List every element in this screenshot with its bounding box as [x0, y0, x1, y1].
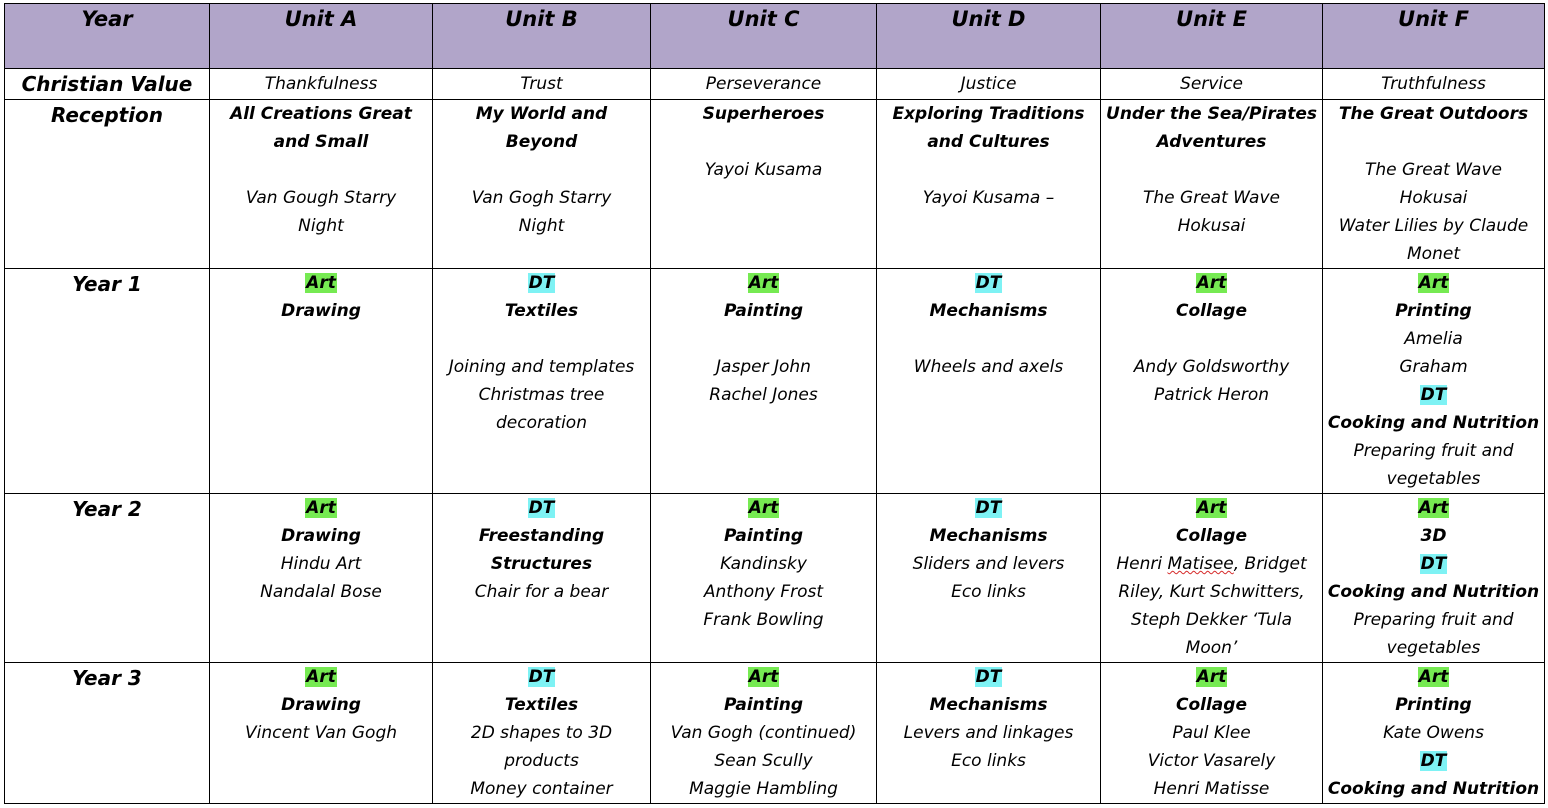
artist-text: Nandalal Bose: [260, 582, 382, 602]
year1-cell-e: [1101, 269, 1323, 494]
year3-cell-f: [1323, 663, 1545, 804]
year1-cell-a: [210, 269, 433, 494]
year2-cell-a: [210, 494, 433, 663]
header-unit-e: Unit E: [1101, 4, 1323, 69]
artist-text: Hokusai: [1399, 188, 1468, 208]
reception-cell-b: [433, 100, 651, 269]
artist-text: Van Gough Starry: [245, 188, 397, 208]
artist-text: 2D shapes to 3D: [470, 723, 613, 743]
year1-cell-b: [433, 269, 651, 494]
artist-text: Van Gogh Starry: [471, 188, 612, 208]
topic-title: Textiles: [504, 695, 579, 715]
value-cell: Perseverance: [651, 69, 877, 100]
topic-title: and Cultures: [927, 132, 1050, 152]
value-cell: Truthfulness: [1323, 69, 1545, 100]
topic-title: and Small: [273, 132, 369, 152]
row-label-year3: Year 3: [5, 663, 210, 804]
topic-title: All Creations Great: [230, 104, 412, 124]
year2-cell-f: [1323, 494, 1545, 663]
artist-text: Preparing fruit and: [1353, 441, 1514, 461]
year2-cell-e: [1101, 494, 1323, 663]
header-unit-c: Unit C: [651, 4, 877, 69]
artist-text: Monet: [1407, 244, 1460, 264]
topic-title: Mechanisms: [929, 301, 1048, 321]
header-unit-d: Unit D: [877, 4, 1101, 69]
artist-text: Sean Scully: [714, 751, 813, 771]
value-cell: Trust: [433, 69, 651, 100]
artist-text: Paul Klee: [1172, 723, 1251, 743]
row-label-reception: Reception: [5, 100, 210, 269]
artist-text: Jasper John: [716, 357, 811, 377]
artist-text: products: [504, 751, 579, 771]
topic-title: Beyond: [505, 132, 578, 152]
artist-text: Graham: [1399, 357, 1468, 377]
dt-tag: DT: [975, 498, 1002, 518]
header-unit-f: Unit F: [1323, 4, 1545, 69]
year2-cell-d: [877, 494, 1101, 663]
curriculum-table: [4, 3, 1545, 804]
dt-tag: DT: [1420, 554, 1447, 574]
topic-title: Collage: [1176, 301, 1247, 321]
dt-tag: DT: [1420, 385, 1447, 405]
art-tag: Art: [1418, 667, 1449, 687]
artist-text: Night: [298, 216, 344, 236]
topic-title: Drawing: [281, 526, 361, 546]
year3-row: [5, 663, 1545, 804]
topic-title: Exploring Traditions: [892, 104, 1085, 124]
artist-text: Moon’: [1185, 638, 1238, 658]
topic-title: Mechanisms: [929, 695, 1048, 715]
art-tag: Art: [748, 667, 779, 687]
art-tag: Art: [1418, 498, 1449, 518]
row-label-year2: Year 2: [5, 494, 210, 663]
artist-text: Sliders and levers: [912, 554, 1065, 574]
artist-text: Riley, Kurt Schwitters,: [1118, 582, 1305, 602]
year2-cell-c: [651, 494, 877, 663]
year3-cell-e: [1101, 663, 1323, 804]
misspelled-word: Matisee: [1167, 554, 1234, 574]
artist-text: Maggie Hambling: [689, 779, 838, 799]
art-tag: Art: [748, 498, 779, 518]
value-cell: Service: [1101, 69, 1323, 100]
topic-title: Freestanding: [478, 526, 605, 546]
artist-text: Night: [518, 216, 565, 236]
artist-text: Joining and templates: [448, 357, 635, 377]
year3-cell-b: [433, 663, 651, 804]
artist-text: Frank Bowling: [703, 610, 824, 630]
reception-cell-c: [651, 100, 877, 269]
year1-row: [5, 269, 1545, 494]
dt-tag: DT: [528, 498, 555, 518]
topic-title: Painting: [724, 526, 803, 546]
year3-cell-c: [651, 663, 877, 804]
artist-text: Andy Goldsworthy: [1133, 357, 1290, 377]
year1-cell-f: [1323, 269, 1545, 494]
topic-title: Collage: [1176, 526, 1247, 546]
artist-text: Wheels and axels: [913, 357, 1064, 377]
artist-text: Hokusai: [1177, 216, 1246, 236]
dt-tag: DT: [528, 273, 555, 293]
dt-tag: DT: [975, 273, 1002, 293]
year2-row: [5, 494, 1545, 663]
topic-title: Painting: [724, 301, 803, 321]
artist-text: Vincent Van Gogh: [244, 723, 398, 743]
artist-text: Amelia: [1404, 329, 1463, 349]
dt-tag: DT: [975, 667, 1002, 687]
header-unit-b: Unit B: [433, 4, 651, 69]
artist-text: Kate Owens: [1383, 723, 1484, 743]
artist-text: Henri Matisse: [1153, 779, 1270, 799]
artist-text: Water Lilies by Claude: [1338, 216, 1529, 236]
reception-cell-a: [210, 100, 433, 269]
art-tag: Art: [1196, 498, 1227, 518]
year2-cell-b: [433, 494, 651, 663]
reception-cell-d: [877, 100, 1101, 269]
art-tag: Art: [1418, 273, 1449, 293]
topic-title: My World and: [475, 104, 608, 124]
artist-text: Yayoi Kusama –: [922, 188, 1055, 208]
reception-cell-e: [1101, 100, 1323, 269]
artist-text: decoration: [496, 413, 587, 433]
artist-text: Yayoi Kusama: [704, 160, 823, 180]
reception-row: [5, 100, 1545, 269]
artist-text: Eco links: [951, 582, 1026, 602]
artist-text: Anthony Frost: [703, 582, 824, 602]
topic-title: Painting: [724, 695, 803, 715]
artist-text: Preparing fruit and: [1353, 610, 1514, 630]
artist-text: Money container: [470, 779, 613, 799]
artist-text: Patrick Heron: [1153, 385, 1270, 405]
artist-text: The Great Wave: [1143, 188, 1280, 208]
topic-title: Textiles: [504, 301, 579, 321]
dt-tag: DT: [1420, 751, 1447, 771]
topic-title: Printing: [1395, 301, 1472, 321]
row-label-year1: Year 1: [5, 269, 210, 494]
year1-cell-c: [651, 269, 877, 494]
topic-title: Under the Sea/Pirates: [1106, 104, 1317, 124]
topic-title: Mechanisms: [929, 526, 1048, 546]
artist-text: Hindu Art: [280, 554, 362, 574]
topic-title: Cooking and Nutrition: [1327, 779, 1540, 799]
art-tag: Art: [748, 273, 779, 293]
row-label-christian-value: Christian Value: [5, 69, 210, 100]
header-row: [5, 4, 1545, 69]
art-tag: Art: [1196, 273, 1227, 293]
artist-text: Levers and linkages: [903, 723, 1074, 743]
value-cell: Justice: [877, 69, 1101, 100]
artist-text: vegetables: [1386, 638, 1481, 658]
reception-cell-f: [1323, 100, 1545, 269]
topic-title: Collage: [1176, 695, 1247, 715]
topic-title: Adventures: [1156, 132, 1267, 152]
artist-text: The Great Wave: [1365, 160, 1502, 180]
topic-title: Drawing: [281, 301, 361, 321]
artist-text: Eco links: [951, 751, 1026, 771]
artist-text: Van Gogh (continued): [670, 723, 857, 743]
value-cell: Thankfulness: [210, 69, 433, 100]
topic-title: Printing: [1395, 695, 1472, 715]
artist-text: vegetables: [1386, 469, 1481, 489]
topic-title: Superheroes: [702, 104, 825, 124]
header-year: Year: [5, 4, 210, 69]
topic-title: Cooking and Nutrition: [1327, 582, 1540, 602]
year3-cell-a: [210, 663, 433, 804]
artist-text: Henri Matisee, Bridget: [1116, 554, 1307, 574]
art-tag: Art: [1196, 667, 1227, 687]
artist-text: Chair for a bear: [474, 582, 609, 602]
artist-text: Victor Vasarely: [1147, 751, 1276, 771]
christian-value-row: [5, 69, 1545, 100]
year1-cell-d: [877, 269, 1101, 494]
art-tag: Art: [306, 273, 336, 293]
topic-title: Drawing: [281, 695, 361, 715]
artist-text: Kandinsky: [720, 554, 807, 574]
topic-title: Cooking and Nutrition: [1327, 413, 1540, 433]
dt-tag: DT: [528, 667, 555, 687]
artist-text: Rachel Jones: [709, 385, 818, 405]
topic-title: The Great Outdoors: [1338, 104, 1529, 124]
art-tag: Art: [306, 667, 336, 687]
year3-cell-d: [877, 663, 1101, 804]
header-unit-a: Unit A: [210, 4, 433, 69]
artist-text: Steph Dekker ‘Tula: [1131, 610, 1292, 630]
artist-text: Christmas tree: [478, 385, 605, 405]
topic-title: 3D: [1420, 526, 1447, 546]
topic-title: Structures: [490, 554, 593, 574]
art-tag: Art: [306, 498, 336, 518]
